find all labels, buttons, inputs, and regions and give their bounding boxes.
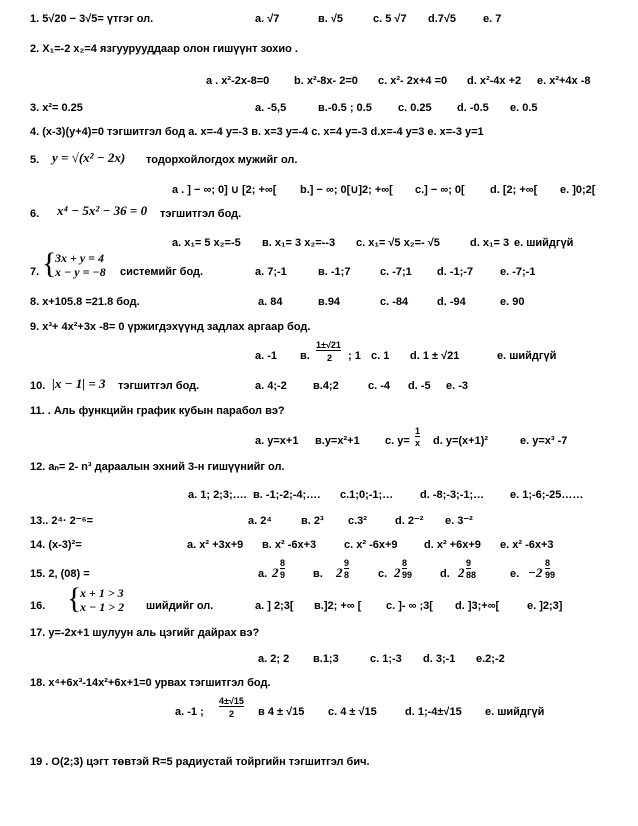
q8-opt-d: d. -94 [437,296,466,308]
q9-stem: 9. x³+ 4x²+3x -8= 0 үржигдэхүүнд задлах аргаар бод. [30,321,311,333]
q16-opt-a: а. ] 2;3[ [255,600,294,612]
q12-opt-a: а. 1; 2;3;…. [188,489,247,501]
q14-opt-b: в. x² -6x+3 [262,539,317,551]
q1-opt-e: е. 7 [483,13,502,25]
q5-opt-c: с.] − ∞; 0[ [415,184,465,196]
q1-opt-c: с. 5 √7 [373,13,407,25]
q16-eq2: x − 1 > 2 [80,600,125,614]
q13-opt-c: с.3² [348,515,367,527]
q12-stem: 12. aₙ= 2- n³ дараалын эхний 3-н гишүүнийг ол. [30,461,285,473]
q10-text: тэгшитгэл бод. [118,380,200,392]
q1-opt-a: а. √7 [255,13,280,25]
q9-opt-e: е. шийдгүй [497,350,557,362]
q1-opt-b: в. √5 [318,13,344,25]
q6-opt-b: в. x₁= 3 x₂=--3 [262,237,336,249]
q10-opt-d: d. -5 [408,380,431,392]
q11-stem: 11. . Аль функцийн график кубын парабол вэ? [30,405,285,417]
q18-opt-a-numerator: 4±√15 [219,696,244,706]
q9-opt-a: а. -1 [255,350,278,362]
q11-opt-a: а. y=x+1 [255,435,299,447]
q8-stem: 8. x+105.8 =21.8 бод. [30,296,140,308]
q16-eq1: x + 1 > 3 [80,586,124,600]
q15-opt-e-numerator: 8 [545,558,551,568]
q15-opt-d-whole: 2 [458,565,465,580]
q15-opt-d-label: d. [440,568,450,580]
q7-system-brace: { [42,247,57,280]
q15-stem: 15. 2, (08) = [30,568,90,580]
q16-opt-d: d. ]3;+∞[ [455,600,500,612]
q4-stem: 4. (x-3)(y+4)=0 тэгшитгэл бод а. x=-4 y=-3 в. x=3 y=-4 с. x=4 y=-3 d.x=-4 y=3 е. x=-3 y=1 [30,126,484,138]
q15-opt-e-denominator: 99 [545,570,556,580]
q17-stem: 17. y=-2x+1 шулуун аль цэгийг дайрах вэ? [30,627,260,639]
q5-text: тодорхойлогдох мужийг ол. [146,154,298,166]
q19-stem: 19 . O(2;3) цэгт төвтэй R=5 радиустай тойргийн тэгшитгэл бич. [30,756,370,768]
q16-text: шийдийг ол. [146,600,214,612]
q7-eq1: 3x + y = 4 [55,251,105,265]
q15-opt-b-numerator: 9 [344,558,350,568]
q15-opt-b-denominator: 8 [344,570,350,580]
q15-opt-c-numerator: 8 [402,558,408,568]
q7-opt-b: в. -1;7 [318,266,351,278]
q7-opt-e: е. -7;-1 [500,266,536,278]
q18-opt-e: е. шийдгүй [485,706,545,718]
q7-num: 7. [30,266,40,278]
q14-stem: 14. (x-3)²= [30,539,82,551]
q2-opt-b: b. x²-8x- 2=0 [294,75,358,87]
q17-opt-b: в.1;3 [313,653,339,665]
q17-opt-c: с. 1;-3 [370,653,402,665]
q17-opt-d: d. 3;-1 [423,653,456,665]
q8-opt-e: е. 90 [500,296,525,308]
q9-opt-d: d. 1 ± √21 [410,350,460,362]
q9-opt-b-denominator: 2 [327,353,333,363]
q11-opt-c-label: с. y= [385,435,410,447]
q17-opt-a: а. 2; 2 [258,653,290,665]
q15-opt-a-whole: 2 [272,565,279,580]
q16-opt-b: в.]2; +∞ [ [314,600,362,612]
q7-opt-d: d. -1;-7 [437,266,474,278]
q5-opt-d: d. [2; +∞[ [490,184,538,196]
q12-opt-d: d. -8;-3;-1;… [420,489,485,501]
q8-opt-a: а. 84 [258,296,283,308]
q18-opt-a-denominator: 2 [229,709,235,719]
q2-opt-d: d. x²-4x +2 [467,75,522,87]
q10-num: 10. [30,380,46,392]
q14-opt-d: d. x² +6x+9 [424,539,481,551]
q3-opt-e: е. 0.5 [510,102,538,114]
q16-opt-e: е. ]2;3] [527,600,563,612]
q9-opt-b-label: в. [300,350,310,362]
q18-opt-d: d. 1;-4±√15 [405,706,462,718]
q9-opt-c: с. 1 [371,350,390,362]
q6-opt-c: с. x₁= √5 x₂=- √5 [356,237,440,249]
q3-opt-d: d. -0.5 [457,102,489,114]
q15-opt-c-denominator: 99 [402,570,413,580]
q15-opt-a-numerator: 8 [280,558,286,568]
q5-opt-e: е. ]0;2[ [560,184,596,196]
q5-num: 5. [30,154,40,166]
q15-opt-a-label: а. [258,568,268,580]
q2-opt-e: е. x²+4x -8 [537,75,591,87]
q3-stem: 3. x²= 0.25 [30,102,83,114]
q6-num: 6. [30,208,40,220]
q13-stem: 13.. 2⁴· 2⁻⁶= [30,515,94,527]
q7-opt-c: с. -7;1 [380,266,412,278]
q11-opt-c-denominator: x [415,438,421,448]
q2-opt-c: с. x²- 2x+4 =0 [378,75,448,87]
q5-expression: y = √(x² − 2x) [52,150,126,165]
q5-opt-a: а . ] − ∞; 0] ∪ [2; +∞[ [172,184,277,196]
q8-opt-c: с. -84 [380,296,409,308]
q6-expression: x⁴ − 5x² − 36 = 0 [57,203,148,218]
q14-opt-c: с. x² -6x+9 [344,539,398,551]
q7-opt-a: а. 7;-1 [255,266,287,278]
q12-opt-e: е. 1;-6;-25…… [510,489,584,501]
q15-opt-c-label: с. [378,568,388,580]
q10-opt-e: е. -3 [446,380,469,392]
q16-system-brace: { [67,582,82,615]
q7-eq2: x − y = −8 [55,265,106,279]
q11-opt-d: d. y=(x+1)² [433,435,489,447]
q13-opt-a: а. 2⁴ [248,515,272,527]
q12-opt-b: в. -1;-2;-4;…. [253,489,321,501]
q15-opt-b-whole: 2 [336,565,343,580]
q15-opt-d-denominator: 88 [466,570,477,580]
q1-opt-d: d.7√5 [428,13,457,25]
q7-text: системийг бод. [120,266,204,278]
q3-opt-b: в.-0.5 ; 0.5 [318,102,372,114]
q16-num: 16. [30,600,46,612]
q3-opt-a: а. -5,5 [255,102,287,114]
q16-opt-c: с. ]- ∞ ;3[ [386,600,433,612]
q18-opt-a-label: а. -1 ; [175,706,204,718]
q18-stem: 18. x⁴+6x³-14x²+6x+1=0 урвах тэгшитгэл бод. [30,677,271,689]
q6-opt-e: е. шийдгүй [514,237,574,249]
q13-opt-d: d. 2⁻² [395,515,424,527]
q10-opt-b: в.4;2 [313,380,339,392]
q6-opt-d: d. x₁= 3 [470,237,510,249]
q9-opt-b-numerator: 1±√21 [316,340,341,350]
q13-opt-e: е. 3⁻² [445,515,473,527]
q15-opt-e-whole: −2 [528,565,543,580]
q14-opt-a: а. x² +3x+9 [187,539,244,551]
q6-opt-a: а. x₁= 5 x₂=-5 [172,237,241,249]
q15-opt-b-label: в. [313,568,323,580]
q18-opt-b: в 4 ± √15 [258,706,305,718]
q10-opt-a: а. 4;-2 [255,380,287,392]
q15-opt-e-label: е. [510,568,520,580]
q11-opt-c-numerator: 1 [415,426,421,436]
q6-text: тэгшитгэл бод. [160,208,242,220]
q17-opt-e: е.2;-2 [476,653,505,665]
q2-stem: 2. X₁=-2 x₂=4 язгуурууддаар олон гишүүнт зохио . [30,43,298,55]
q13-opt-b: в. 2³ [301,515,324,527]
q11-opt-e: е. y=x³ -7 [520,435,568,447]
q3-opt-c: с. 0.25 [398,102,432,114]
q15-opt-a-denominator: 9 [280,570,286,580]
q11-opt-b: в.y=x²+1 [315,435,360,447]
q14-opt-e: е. x² -6x+3 [500,539,554,551]
q12-opt-c: с.1;0;-1;… [340,489,394,501]
q5-opt-b: b.] − ∞; 0[∪]2; +∞[ [300,184,393,196]
q10-expression: |x − 1| = 3 [52,376,106,391]
q1-stem: 1. 5√20 − 3√5= үтгэг ол. [30,13,154,25]
q8-opt-b: в.94 [318,296,341,308]
q10-opt-c: с. -4 [368,380,391,392]
q15-opt-d-numerator: 9 [466,558,472,568]
q2-opt-a: а . x²-2x-8=0 [206,75,270,87]
q9-opt-b-suffix: ; 1 [348,350,361,362]
q18-opt-c: с. 4 ± √15 [328,706,377,718]
q15-opt-c-whole: 2 [394,565,401,580]
